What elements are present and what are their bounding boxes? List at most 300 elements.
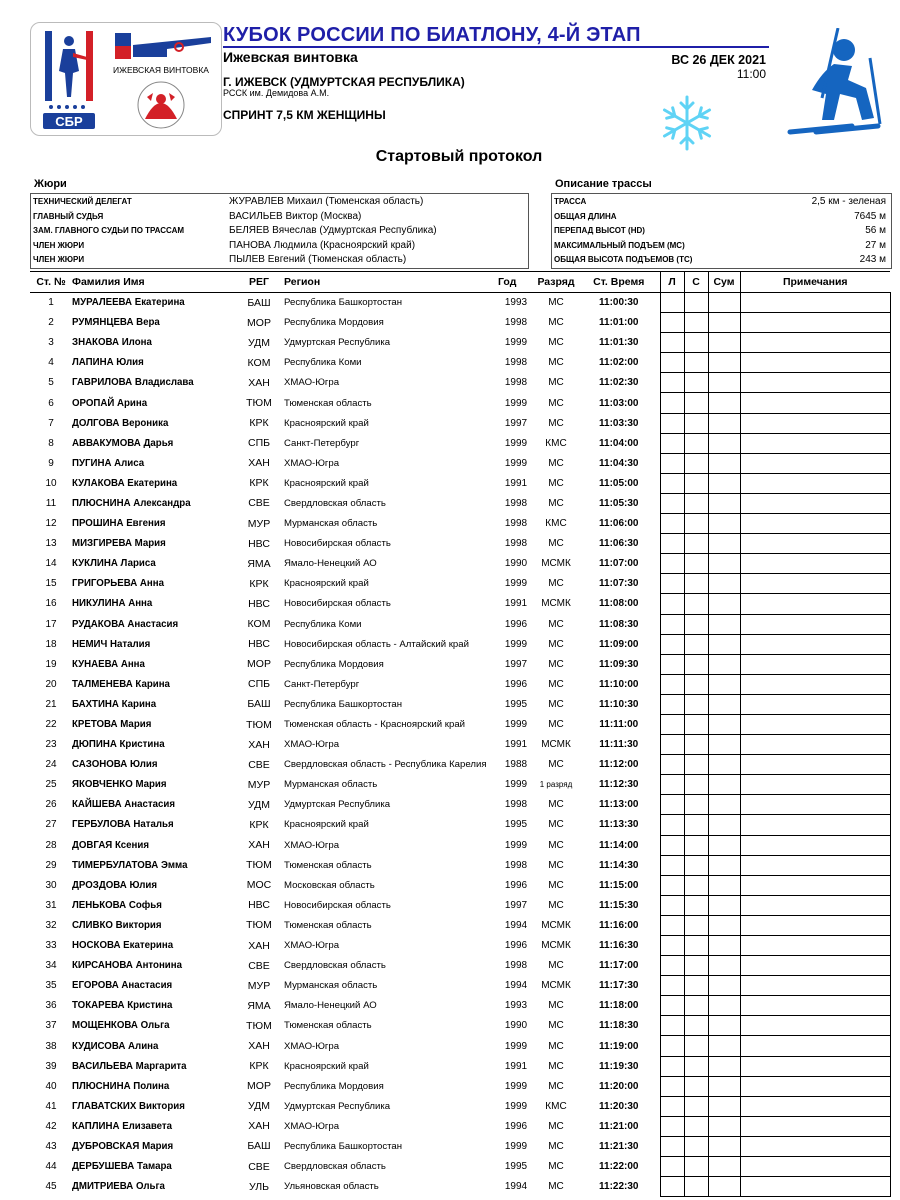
start-number: 45 bbox=[45, 1181, 57, 1193]
rank: МСМК bbox=[541, 980, 571, 992]
document-title: Стартовый протокол bbox=[375, 148, 543, 165]
start-number: 37 bbox=[45, 1020, 57, 1032]
table-header-row bbox=[30, 272, 890, 293]
logo-panel bbox=[30, 22, 222, 136]
start-time: 11:22:00 bbox=[599, 1161, 639, 1173]
table-row bbox=[30, 614, 890, 634]
region-name: Новосибирская область bbox=[284, 538, 391, 550]
result-sum-cell bbox=[708, 373, 740, 393]
birth-year: 1991 bbox=[504, 598, 528, 610]
start-time: 11:16:30 bbox=[599, 940, 639, 952]
birth-year: 1999 bbox=[504, 337, 528, 349]
track-property-value: 2,5 км - зеленая bbox=[811, 196, 886, 207]
start-number: 32 bbox=[45, 919, 57, 931]
notes-cell bbox=[740, 514, 890, 534]
region-name: Ульяновская область bbox=[284, 1181, 379, 1193]
col-year-header: Год bbox=[498, 272, 534, 293]
notes-cell bbox=[740, 373, 890, 393]
notes-cell bbox=[740, 1056, 890, 1076]
region-code: СВЕ bbox=[248, 959, 270, 972]
start-time: 11:17:30 bbox=[599, 980, 639, 992]
result-l-cell bbox=[660, 755, 684, 775]
start-number: 39 bbox=[45, 1060, 57, 1072]
table-row bbox=[30, 413, 890, 433]
birth-year: 1997 bbox=[504, 417, 528, 429]
notes-cell bbox=[740, 1096, 890, 1116]
notes-cell bbox=[740, 413, 890, 433]
table-row bbox=[30, 554, 890, 574]
result-sum-cell bbox=[708, 755, 740, 775]
start-time: 11:14:30 bbox=[599, 859, 639, 871]
result-s-cell bbox=[684, 755, 708, 775]
jury-row bbox=[33, 224, 527, 238]
athlete-name: САЗОНОВА Юлия bbox=[72, 759, 158, 771]
table-body bbox=[30, 293, 890, 1197]
start-time: 11:19:00 bbox=[599, 1040, 639, 1052]
result-sum-cell bbox=[708, 795, 740, 815]
athlete-name: КУДИСОВА Алина bbox=[72, 1040, 159, 1052]
result-sum-cell bbox=[708, 735, 740, 755]
region-name: Мурманская область bbox=[284, 518, 378, 530]
start-time: 11:13:30 bbox=[599, 819, 639, 831]
jury-role: ТЕХНИЧЕСКИЙ ДЕЛЕГАТ bbox=[33, 197, 132, 206]
col-rank-header: Разряд bbox=[534, 272, 578, 293]
track-row bbox=[554, 224, 888, 238]
region-name: Республика Коми bbox=[284, 618, 362, 630]
result-sum-cell bbox=[708, 594, 740, 614]
result-sum-cell bbox=[708, 1056, 740, 1076]
result-l-cell bbox=[660, 815, 684, 835]
birth-year: 1994 bbox=[504, 980, 528, 992]
start-number: 38 bbox=[45, 1040, 57, 1052]
table-row bbox=[30, 493, 890, 513]
event-subtitle: Ижевская винтовка bbox=[223, 49, 358, 65]
region-name: Московская область bbox=[284, 879, 375, 891]
start-time: 11:11:00 bbox=[599, 719, 639, 731]
start-time: 11:02:00 bbox=[599, 357, 639, 369]
start-number: 14 bbox=[45, 558, 57, 570]
notes-cell bbox=[740, 473, 890, 493]
athlete-name: КИРСАНОВА Антонина bbox=[72, 960, 183, 972]
result-s-cell bbox=[684, 353, 708, 373]
track-row bbox=[554, 210, 888, 224]
region-name: Республика Башкортостан bbox=[284, 297, 403, 309]
table-row bbox=[30, 293, 890, 313]
result-s-cell bbox=[684, 795, 708, 815]
start-number: 10 bbox=[45, 477, 57, 489]
result-s-cell bbox=[684, 614, 708, 634]
notes-cell bbox=[740, 1076, 890, 1096]
result-s-cell bbox=[684, 735, 708, 755]
table-row bbox=[30, 835, 890, 855]
region-name: ХМАО-Югра bbox=[284, 940, 340, 952]
birth-year: 1996 bbox=[504, 879, 528, 891]
rank: 1 разряд bbox=[539, 780, 573, 790]
track-property-value: 7645 м bbox=[854, 210, 886, 222]
notes-cell bbox=[740, 956, 890, 976]
rank: МС bbox=[548, 839, 564, 851]
rank: МС bbox=[548, 337, 564, 349]
region-code: МУР bbox=[247, 517, 271, 530]
result-s-cell bbox=[684, 956, 708, 976]
track-row bbox=[554, 253, 888, 267]
athlete-name: РУМЯНЦЕВА Вера bbox=[72, 317, 160, 329]
result-s-cell bbox=[684, 936, 708, 956]
table-row bbox=[30, 714, 890, 734]
region-code: УДМ bbox=[247, 798, 271, 811]
jury-row bbox=[33, 239, 527, 253]
rank: МС bbox=[548, 1181, 564, 1193]
result-sum-cell bbox=[708, 293, 740, 313]
rank: МС bbox=[548, 899, 564, 911]
start-time: 11:14:00 bbox=[599, 839, 639, 851]
rank: МС bbox=[548, 819, 564, 831]
start-time: 11:01:30 bbox=[599, 337, 639, 349]
start-number: 3 bbox=[48, 337, 54, 349]
result-sum-cell bbox=[708, 514, 740, 534]
athlete-name: ДОЛГОВА Вероника bbox=[72, 417, 169, 429]
region-code: ХАН bbox=[248, 939, 270, 952]
result-l-cell bbox=[660, 453, 684, 473]
notes-cell bbox=[740, 1016, 890, 1036]
rank: МС bbox=[548, 377, 564, 389]
result-sum-cell bbox=[708, 313, 740, 333]
table-row bbox=[30, 534, 890, 554]
result-l-cell bbox=[660, 373, 684, 393]
rank: МС bbox=[548, 1140, 564, 1152]
notes-cell bbox=[740, 795, 890, 815]
region-code: ХАН bbox=[248, 1040, 270, 1053]
result-sum-cell bbox=[708, 333, 740, 353]
rank: МС bbox=[548, 477, 564, 489]
result-sum-cell bbox=[708, 855, 740, 875]
result-s-cell bbox=[684, 996, 708, 1016]
region-code: ХАН bbox=[248, 738, 270, 751]
result-l-cell bbox=[660, 1177, 684, 1197]
start-number: 6 bbox=[48, 397, 54, 409]
region-name: Республика Башкортостан bbox=[284, 698, 403, 710]
result-sum-cell bbox=[708, 875, 740, 895]
region-name: Красноярский край bbox=[284, 1060, 369, 1072]
rank: МС bbox=[548, 698, 564, 710]
athlete-name: ДОВГАЯ Ксения bbox=[72, 839, 149, 851]
rank: МС bbox=[548, 1080, 564, 1092]
result-s-cell bbox=[684, 775, 708, 795]
region-name: Санкт-Петербург bbox=[284, 678, 360, 690]
athlete-name: СЛИВКО Виктория bbox=[72, 919, 162, 931]
table-row bbox=[30, 574, 890, 594]
result-s-cell bbox=[684, 694, 708, 714]
birth-year: 1999 bbox=[504, 397, 528, 409]
birth-year: 1999 bbox=[504, 1140, 528, 1152]
result-s-cell bbox=[684, 714, 708, 734]
snowflake-icon bbox=[652, 90, 722, 156]
athlete-name: ПЛЮСНИНА Полина bbox=[72, 1080, 170, 1092]
start-time: 11:20:30 bbox=[599, 1100, 639, 1112]
notes-cell bbox=[740, 433, 890, 453]
notes-cell bbox=[740, 915, 890, 935]
start-time: 11:11:30 bbox=[599, 739, 639, 751]
result-sum-cell bbox=[708, 393, 740, 413]
table-row bbox=[30, 353, 890, 373]
notes-cell bbox=[740, 1116, 890, 1136]
table-row bbox=[30, 634, 890, 654]
result-sum-cell bbox=[708, 574, 740, 594]
table-row bbox=[30, 996, 890, 1016]
result-s-cell bbox=[684, 835, 708, 855]
birth-year: 1991 bbox=[504, 739, 528, 751]
track-property-label: ТРАССА bbox=[554, 197, 587, 206]
start-number: 31 bbox=[45, 899, 57, 911]
result-l-cell bbox=[660, 493, 684, 513]
result-l-cell bbox=[660, 895, 684, 915]
table-row bbox=[30, 815, 890, 835]
start-number: 20 bbox=[45, 678, 57, 690]
result-s-cell bbox=[684, 1056, 708, 1076]
result-l-cell bbox=[660, 775, 684, 795]
region-code: НВС bbox=[248, 537, 270, 550]
result-l-cell bbox=[660, 915, 684, 935]
rank: МС bbox=[548, 1000, 564, 1012]
notes-cell bbox=[740, 554, 890, 574]
region-code: МОР bbox=[247, 316, 271, 329]
birth-year: 1999 bbox=[504, 638, 528, 650]
birth-year: 1999 bbox=[504, 1100, 528, 1112]
rank: МС bbox=[548, 538, 564, 550]
result-l-cell bbox=[660, 714, 684, 734]
table-row bbox=[30, 594, 890, 614]
result-s-cell bbox=[684, 1116, 708, 1136]
start-number: 44 bbox=[45, 1161, 57, 1173]
result-l-cell bbox=[660, 293, 684, 313]
result-s-cell bbox=[684, 895, 708, 915]
athlete-name: КАПЛИНА Елизавета bbox=[72, 1120, 173, 1132]
region-code: ТЮМ bbox=[246, 859, 272, 872]
birth-year: 1999 bbox=[504, 1080, 528, 1092]
region-name: Тюменская область bbox=[284, 919, 372, 931]
result-l-cell bbox=[660, 976, 684, 996]
result-l-cell bbox=[660, 795, 684, 815]
region-name: Новосибирская область bbox=[284, 899, 391, 911]
start-number: 5 bbox=[48, 377, 54, 389]
birth-year: 1998 bbox=[504, 497, 528, 509]
birth-year: 1998 bbox=[504, 799, 528, 811]
region-code: МУР bbox=[247, 778, 271, 791]
region-code: ХАН bbox=[248, 839, 270, 852]
rank: МС bbox=[548, 678, 564, 690]
col-s-header: С bbox=[684, 272, 708, 293]
region-code: ХАН bbox=[248, 457, 270, 470]
birth-year: 1990 bbox=[504, 558, 528, 570]
result-l-cell bbox=[660, 674, 684, 694]
table-row bbox=[30, 654, 890, 674]
birth-year: 1996 bbox=[504, 618, 528, 630]
region-code: КОМ bbox=[247, 618, 271, 631]
notes-cell bbox=[740, 835, 890, 855]
notes-cell bbox=[740, 1157, 890, 1177]
region-name: Удмуртская Республика bbox=[284, 799, 391, 811]
start-number: 7 bbox=[48, 417, 54, 429]
result-s-cell bbox=[684, 293, 708, 313]
region-name: Республика Мордовия bbox=[284, 317, 384, 329]
athlete-name: ЗНАКОВА Илона bbox=[72, 337, 152, 349]
result-l-cell bbox=[660, 1116, 684, 1136]
result-l-cell bbox=[660, 614, 684, 634]
notes-cell bbox=[740, 976, 890, 996]
birth-year: 1994 bbox=[504, 919, 528, 931]
result-l-cell bbox=[660, 936, 684, 956]
track-property-value: 243 м bbox=[859, 254, 886, 265]
result-sum-cell bbox=[708, 1116, 740, 1136]
jury-member-name: ВАСИЛЬЕВ Виктор (Москва) bbox=[229, 210, 362, 222]
result-l-cell bbox=[660, 433, 684, 453]
region-name: Республика Коми bbox=[284, 357, 362, 369]
athlete-name: ДМИТРИЕВА Ольга bbox=[72, 1181, 165, 1193]
result-sum-cell bbox=[708, 614, 740, 634]
venue-label: РССК им. Демидова А.М. bbox=[223, 88, 330, 98]
birth-year: 1991 bbox=[504, 1060, 528, 1072]
start-time: 11:02:30 bbox=[599, 377, 639, 389]
result-s-cell bbox=[684, 433, 708, 453]
birth-year: 1996 bbox=[504, 940, 528, 952]
region-name: ХМАО-Югра bbox=[284, 457, 340, 469]
result-l-cell bbox=[660, 855, 684, 875]
birth-year: 1996 bbox=[504, 678, 528, 690]
notes-cell bbox=[740, 875, 890, 895]
start-time: 11:03:00 bbox=[599, 397, 639, 409]
rank: МСМК bbox=[541, 739, 571, 751]
table-row bbox=[30, 1056, 890, 1076]
event-name: СПРИНТ 7,5 КМ ЖЕНЩИНЫ bbox=[223, 108, 386, 122]
notes-cell bbox=[740, 895, 890, 915]
result-s-cell bbox=[684, 534, 708, 554]
result-sum-cell bbox=[708, 493, 740, 513]
start-number: 27 bbox=[45, 819, 57, 831]
result-sum-cell bbox=[708, 1016, 740, 1036]
result-sum-cell bbox=[708, 714, 740, 734]
table-row bbox=[30, 1096, 890, 1116]
result-sum-cell bbox=[708, 1136, 740, 1156]
athlete-name: ДЮПИНА Кристина bbox=[72, 739, 165, 751]
start-number: 18 bbox=[45, 638, 57, 650]
result-sum-cell bbox=[708, 936, 740, 956]
result-l-cell bbox=[660, 473, 684, 493]
result-sum-cell bbox=[708, 1177, 740, 1197]
start-time: 11:19:30 bbox=[599, 1060, 639, 1072]
athlete-name: БАХТИНА Карина bbox=[72, 698, 157, 710]
start-time: 11:06:30 bbox=[599, 538, 639, 550]
table-row bbox=[30, 1036, 890, 1056]
result-l-cell bbox=[660, 534, 684, 554]
birth-year: 1998 bbox=[504, 317, 528, 329]
region-code: ТЮМ bbox=[246, 397, 272, 410]
notes-cell bbox=[740, 815, 890, 835]
athlete-name: ДУБРОВСКАЯ Мария bbox=[72, 1140, 174, 1152]
notes-cell bbox=[740, 936, 890, 956]
birth-year: 1995 bbox=[504, 1161, 528, 1173]
page-title: КУБОК РОССИИ ПО БИАТЛОНУ, 4-Й ЭТАП bbox=[223, 24, 641, 46]
start-time: 11:21:00 bbox=[599, 1120, 639, 1132]
start-time: 11:15:00 bbox=[599, 879, 639, 891]
start-time: 11:12:00 bbox=[599, 759, 639, 771]
sbr-logo-text: СБР bbox=[55, 114, 83, 129]
start-number: 35 bbox=[45, 980, 57, 992]
region-name: Республика Мордовия bbox=[284, 1080, 384, 1092]
result-sum-cell bbox=[708, 895, 740, 915]
notes-cell bbox=[740, 1036, 890, 1056]
birth-year: 1998 bbox=[504, 518, 528, 530]
start-number: 17 bbox=[45, 618, 57, 630]
jury-row bbox=[33, 195, 527, 209]
result-l-cell bbox=[660, 1016, 684, 1036]
rank: МСМК bbox=[541, 940, 571, 952]
birth-year: 1996 bbox=[504, 1120, 528, 1132]
rank: МСМК bbox=[541, 598, 571, 610]
table-row bbox=[30, 1136, 890, 1156]
athlete-name: ГЛАВАТСКИХ Виктория bbox=[72, 1100, 185, 1112]
result-sum-cell bbox=[708, 694, 740, 714]
result-l-cell bbox=[660, 634, 684, 654]
region-code: НВС bbox=[248, 638, 270, 651]
athlete-name: ЛЕНЬКОВА Софья bbox=[72, 899, 162, 911]
start-number: 33 bbox=[45, 940, 57, 952]
region-code: ТЮМ bbox=[246, 718, 272, 731]
region-name: Свердловская область - Республика Карелия bbox=[284, 759, 487, 771]
region-code: ЯМА bbox=[247, 557, 271, 570]
result-sum-cell bbox=[708, 775, 740, 795]
start-time: 11:16:00 bbox=[599, 919, 639, 931]
region-name: Свердловская область bbox=[284, 497, 386, 509]
region-name: Тюменская область bbox=[284, 859, 372, 871]
rank: МС bbox=[548, 1020, 564, 1032]
result-sum-cell bbox=[708, 534, 740, 554]
table-row bbox=[30, 976, 890, 996]
birth-year: 1999 bbox=[504, 457, 528, 469]
athlete-name: ГАВРИЛОВА Владислава bbox=[72, 377, 194, 389]
rank: КМС bbox=[545, 518, 567, 530]
result-s-cell bbox=[684, 1076, 708, 1096]
rank: МС bbox=[548, 317, 564, 329]
rank: МС bbox=[548, 960, 564, 972]
athlete-name: НЕМИЧ Наталия bbox=[72, 638, 151, 650]
start-number: 4 bbox=[48, 357, 54, 369]
rank: МС bbox=[548, 719, 564, 731]
table-row bbox=[30, 795, 890, 815]
athlete-name: ТОКАРЕВА Кристина bbox=[72, 1000, 173, 1012]
col-region-header: Регион bbox=[284, 272, 498, 293]
result-s-cell bbox=[684, 1157, 708, 1177]
result-sum-cell bbox=[708, 554, 740, 574]
result-l-cell bbox=[660, 594, 684, 614]
track-property-value: 27 м bbox=[865, 239, 886, 251]
rank: МСМК bbox=[541, 558, 571, 570]
table-row bbox=[30, 473, 890, 493]
birth-year: 1998 bbox=[504, 859, 528, 871]
track-row bbox=[554, 239, 888, 253]
start-number: 34 bbox=[45, 960, 57, 972]
athlete-name: ЕГОРОВА Анастасия bbox=[72, 980, 173, 992]
result-s-cell bbox=[684, 815, 708, 835]
region-code: УДМ bbox=[247, 1100, 271, 1113]
notes-cell bbox=[740, 453, 890, 473]
region-name: Санкт-Петербург bbox=[284, 437, 360, 449]
notes-cell bbox=[740, 534, 890, 554]
start-number: 8 bbox=[48, 437, 54, 449]
start-time: 11:09:00 bbox=[599, 638, 639, 650]
start-number: 28 bbox=[45, 839, 57, 851]
start-number: 1 bbox=[48, 297, 54, 309]
notes-cell bbox=[740, 293, 890, 313]
